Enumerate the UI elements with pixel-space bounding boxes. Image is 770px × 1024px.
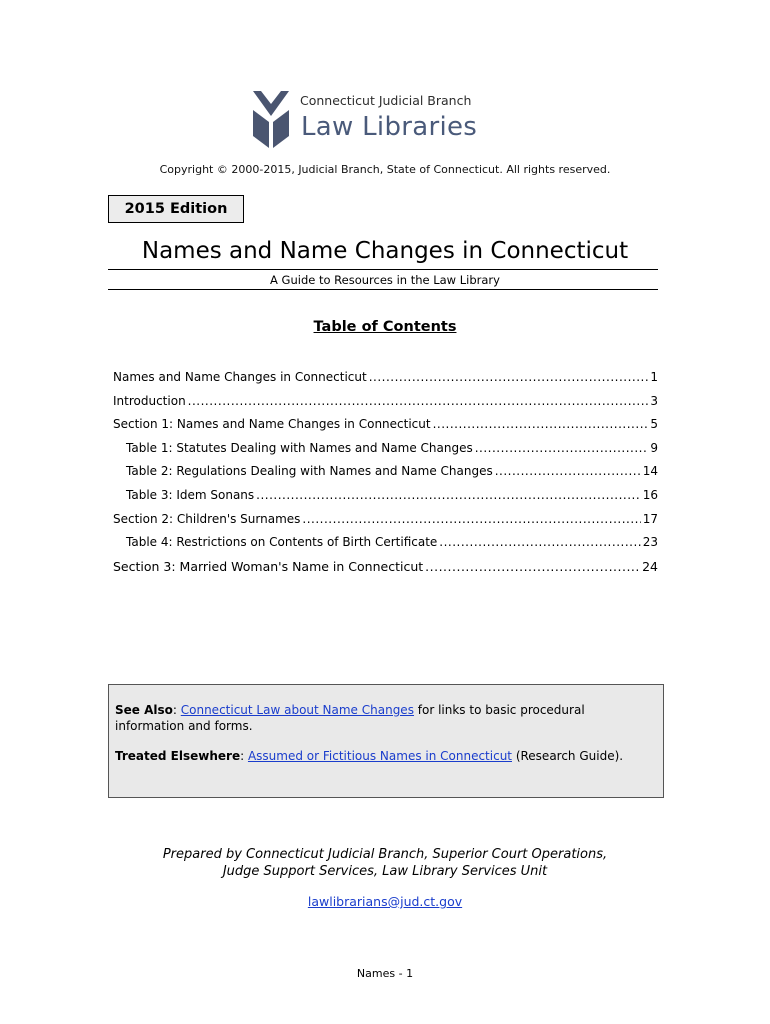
toc-leader [439, 535, 640, 549]
toc-leader [475, 441, 649, 455]
table-of-contents [113, 370, 658, 582]
toc-entry-label: Section 3: Married Woman's Name in Connecticut [113, 558, 424, 574]
toc-leader [369, 370, 649, 384]
copyright-notice: Copyright © 2000-2015, Judicial Branch, State of Connecticut. All rights reserved. [159, 163, 611, 176]
toc-entry-label: Section 1: Names and Name Changes in Connecticut [113, 417, 431, 432]
toc-entry-page: 9 [650, 440, 658, 455]
toc-entry-label: Table 2: Regulations Dealing with Names and Name Changes [126, 464, 493, 479]
toc-leader [302, 512, 640, 526]
edition-badge: 2015 Edition [108, 195, 244, 223]
toc-leader [425, 559, 640, 574]
contact-email-link[interactable]: lawlibrarians@jud.ct.gov [307, 894, 463, 909]
treated-elsewhere-text: (Research Guide). [512, 749, 624, 763]
prepared-by-line1: Prepared by Connecticut Judicial Branch, Superior Court Operations, [162, 847, 608, 862]
see-also-box [108, 684, 664, 798]
toc-entry-label: Introduction [113, 393, 186, 408]
toc-leader [188, 394, 649, 408]
see-also-text: for links to basic procedural information and forms. [115, 703, 585, 733]
page-subtitle: A Guide to Resources in the Law Library [270, 273, 500, 287]
toc-entry-page: 23 [642, 535, 658, 550]
treated-elsewhere-label: Treated Elsewhere [115, 749, 241, 763]
toc-leader [495, 464, 641, 478]
toc-entry-label: Table 3: Idem Sonans [126, 487, 255, 502]
toc-entry[interactable] [113, 464, 658, 488]
toc-entry-page: 16 [642, 487, 658, 502]
logo [251, 88, 491, 152]
toc-entry-label: Table 1: Statutes Dealing with Names and Name Changes [126, 440, 473, 455]
toc-entry[interactable] [113, 535, 658, 559]
toc-entry[interactable] [113, 512, 658, 536]
toc-entry-page: 24 [642, 558, 658, 574]
toc-entry[interactable] [113, 394, 658, 418]
toc-entry-label: Section 2: Children's Surnames [113, 511, 301, 526]
toc-entry[interactable] [113, 417, 658, 441]
treated-elsewhere-paragraph: Treated Elsewhere: Assumed or Fictitious Names in Connecticut (Research Guide). [115, 749, 624, 763]
prepared-by [0, 846, 770, 880]
toc-entry-page: 3 [650, 393, 658, 408]
see-also-paragraph: See Also: Connecticut Law about Name Changes for links to basic procedural information and forms. [115, 703, 585, 733]
toc-heading: Table of Contents [313, 319, 457, 335]
title-divider-top [108, 269, 658, 270]
toc-entry[interactable] [113, 370, 658, 394]
book-shield-icon [251, 88, 291, 150]
toc-entry[interactable] [113, 488, 658, 512]
page-title: Names and Name Changes in Connecticut [141, 238, 629, 264]
see-also-label: See Also [115, 703, 173, 717]
toc-entry-label: Names and Name Changes in Connecticut [113, 370, 367, 384]
logo-brand-name: Law Libraries [301, 112, 478, 142]
logo-org-name: Connecticut Judicial Branch [300, 93, 472, 108]
page-number: Names - 1 [356, 967, 414, 980]
toc-leader [433, 417, 649, 431]
toc-entry[interactable] [113, 441, 658, 465]
prepared-by-line2: Judge Support Services, Law Library Services Unit [222, 864, 548, 879]
name-changes-link[interactable]: Connecticut Law about Name Changes [180, 703, 414, 717]
toc-entry-page: 14 [642, 464, 658, 479]
title-divider-bottom [108, 289, 658, 290]
assumed-names-link[interactable]: Assumed or Fictitious Names in Connecticut [247, 749, 512, 763]
toc-entry-page: 1 [650, 370, 658, 384]
toc-entry-page: 5 [650, 417, 658, 432]
toc-entry-label: Table 4: Restrictions on Contents of Birth Certificate [126, 535, 438, 550]
toc-entry[interactable] [113, 559, 658, 583]
toc-entry-page: 17 [642, 511, 658, 526]
toc-leader [256, 488, 641, 502]
